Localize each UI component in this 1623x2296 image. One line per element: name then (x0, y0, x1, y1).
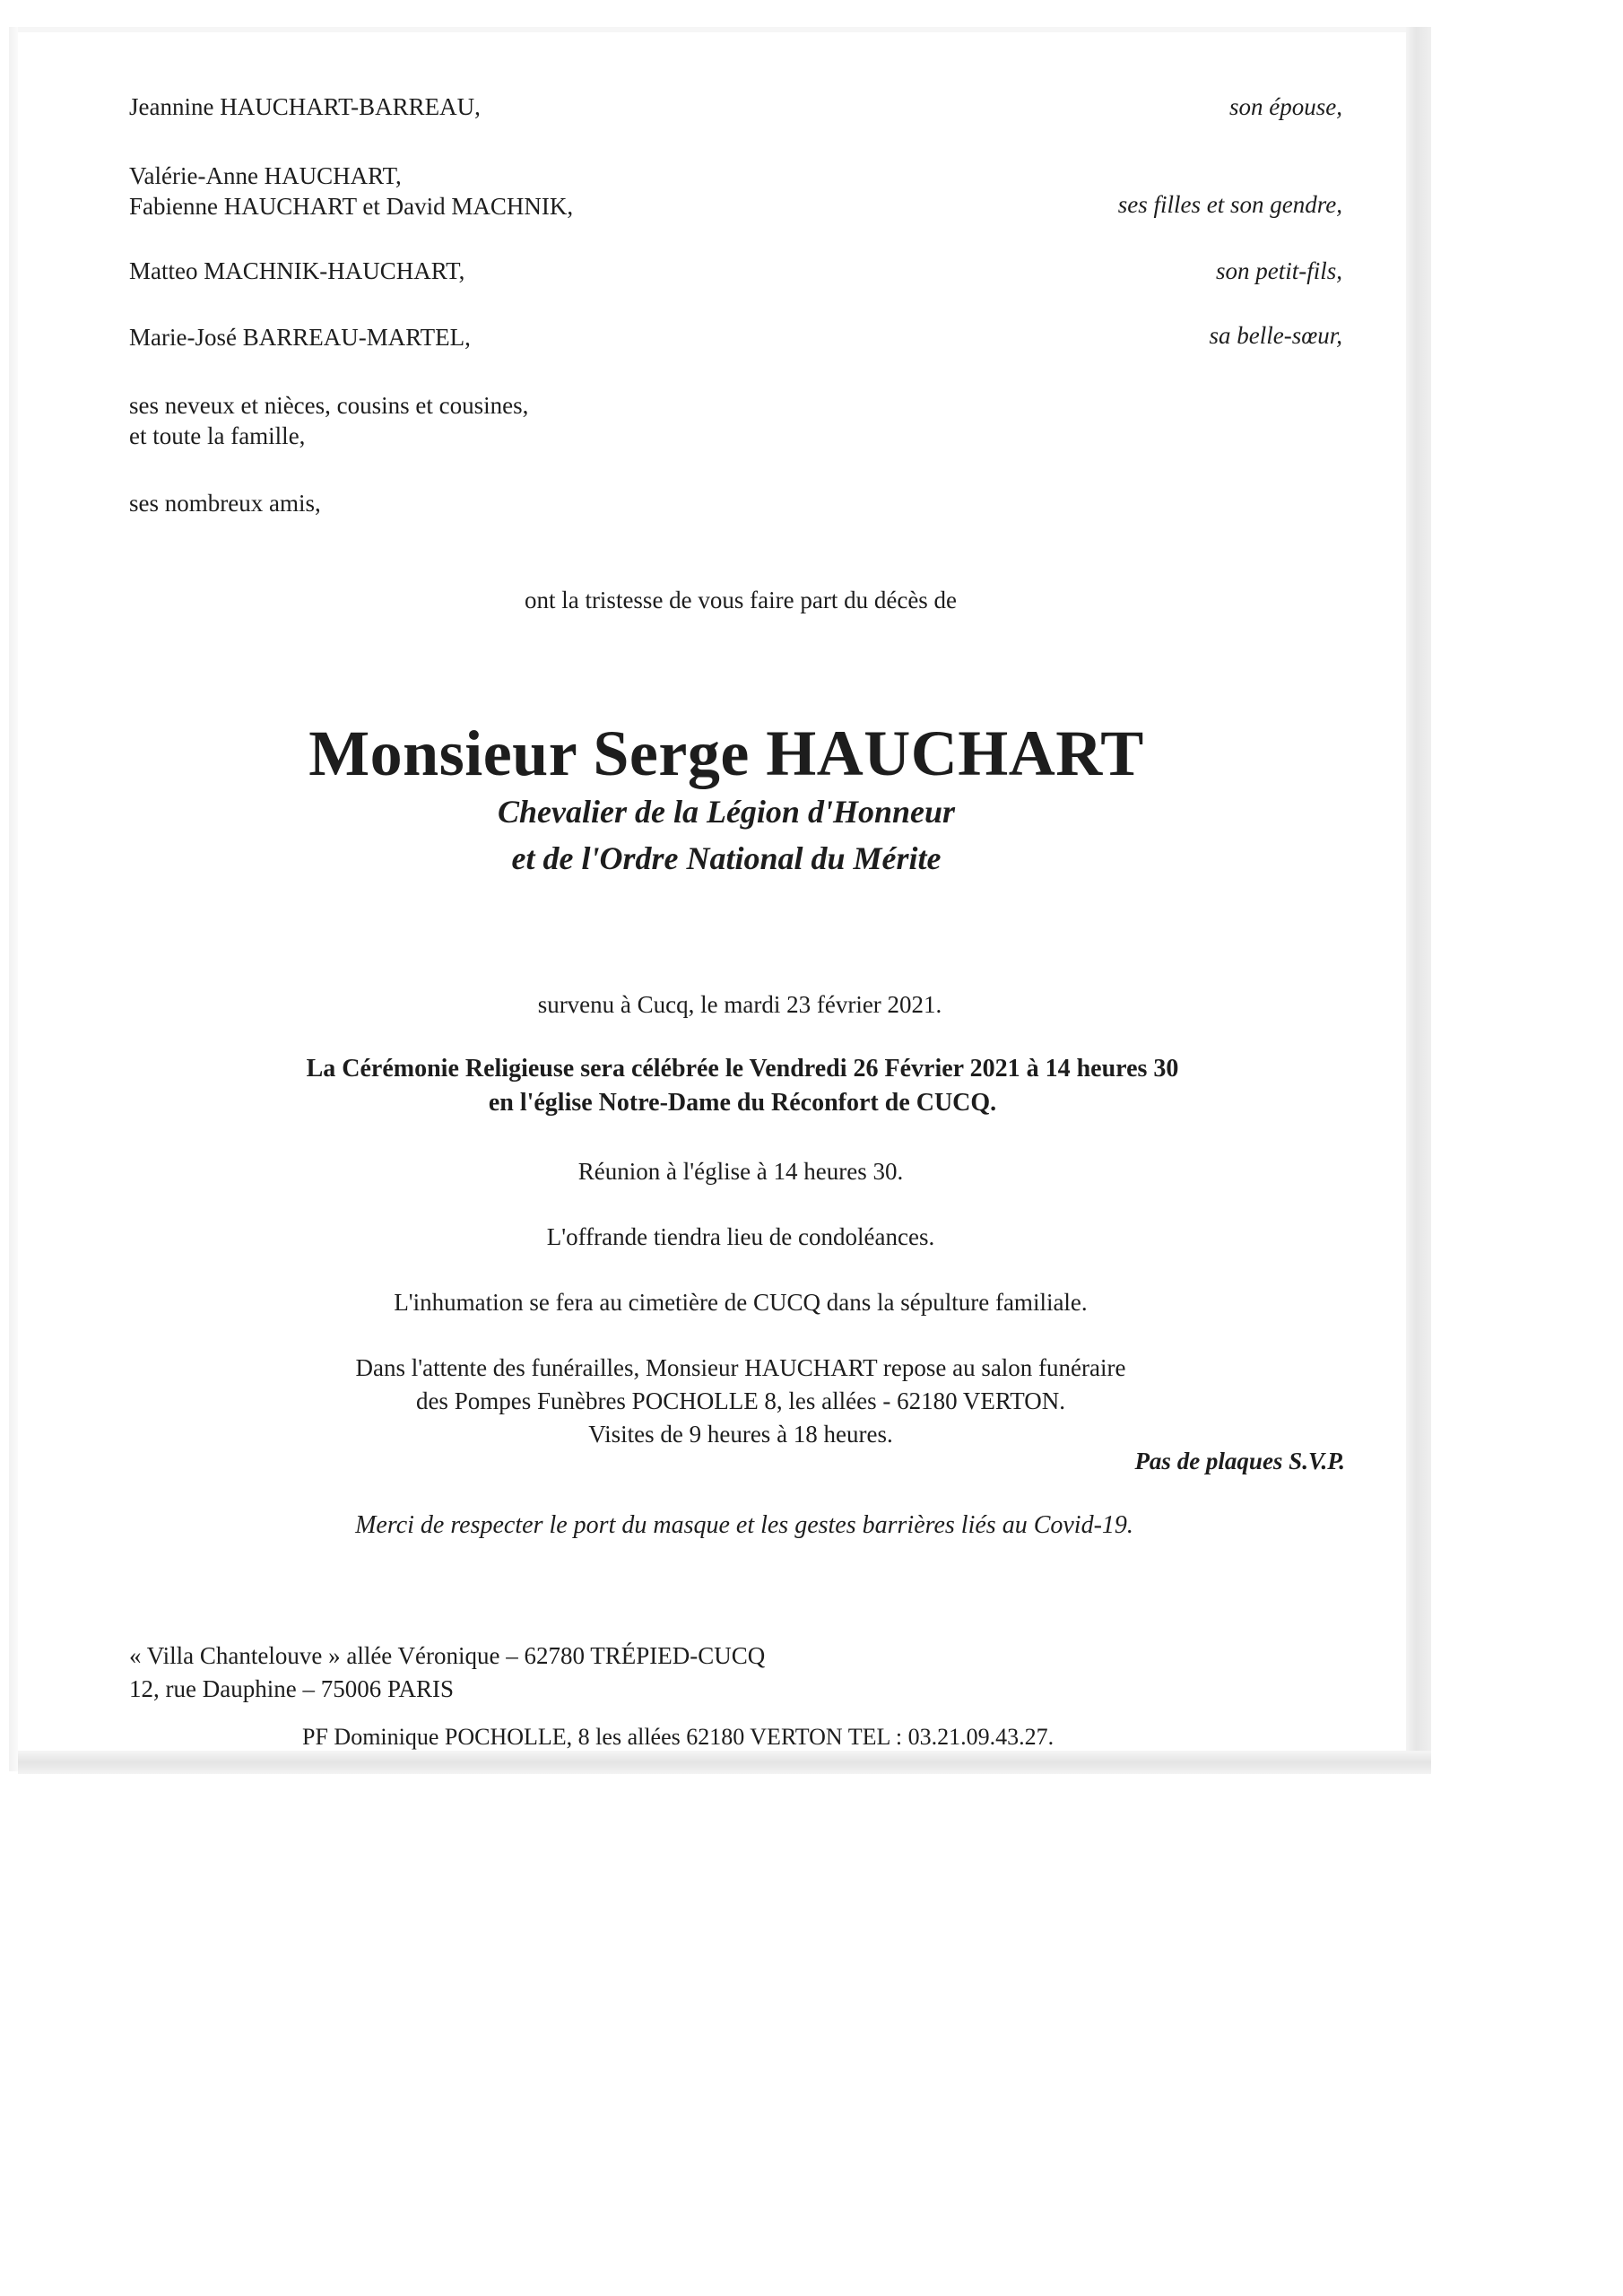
family-relation: ses filles et son gendre, (1117, 191, 1342, 218)
family-relation: sa belle-sœur, (1209, 322, 1342, 349)
funeral-home-contact: PF Dominique POCHOLLE, 8 les allées 62180 VERTON TEL : 03.21.09.43.27. (302, 1724, 1055, 1750)
family-relation: son épouse, (1229, 93, 1342, 120)
offering-line: L'offrande tiendra lieu de condoléances. (546, 1223, 935, 1250)
relatives-line: et toute la famille, (129, 422, 306, 449)
address-line: 12, rue Dauphine – 75006 PARIS (129, 1675, 454, 1702)
meeting-line: Réunion à l'église à 14 heures 30. (577, 1158, 904, 1185)
family-member-name: Matteo MACHNIK-HAUCHART, (129, 257, 465, 284)
covid-notice: Merci de respecter le port du masque et les gestes barrières liés au Covid-19. (355, 1511, 1133, 1539)
burial-line: L'inhumation se fera au cimetière de CUCQ dans la sépulture familiale. (394, 1289, 1088, 1316)
distinction-line: Chevalier de la Légion d'Honneur (497, 794, 955, 830)
family-member-name: Marie-José BARREAU-MARTEL, (129, 324, 471, 351)
scan-shadow-top (18, 27, 1406, 32)
ceremony-line: en l'église Notre-Dame du Réconfort de CUCQ. (488, 1089, 997, 1117)
visitation-line: des Pompes Funèbres POCHOLLE 8, les allées - 62180 VERTON. (415, 1387, 1066, 1414)
address-line: « Villa Chantelouve » allée Véronique – 62780 TRÉPIED-CUCQ (129, 1642, 766, 1669)
visitation-line: Visites de 9 heures à 18 heures. (588, 1421, 893, 1448)
death-notice: survenu à Cucq, le mardi 23 février 2021. (537, 991, 942, 1018)
deceased-name: Monsieur Serge HAUCHART (308, 718, 1144, 789)
announcement-intro: ont la tristesse de vous faire part du décès de (524, 587, 958, 613)
friends-line: ses nombreux amis, (129, 490, 321, 517)
ceremony-line: La Cérémonie Religieuse sera célébrée le Vendredi 26 Février 2021 à 14 heures 30 (306, 1055, 1179, 1083)
family-member-name: Valérie-Anne HAUCHART, (129, 162, 402, 189)
distinction-line: et de l'Ordre National du Mérite (511, 840, 942, 876)
family-member-name: Fabienne HAUCHART et David MACHNIK, (129, 193, 574, 220)
no-plaques-note: Pas de plaques S.V.P. (1134, 1448, 1345, 1474)
family-relation: son petit-fils, (1216, 257, 1342, 284)
family-member-name: Jeannine HAUCHART-BARREAU, (129, 93, 481, 120)
relatives-line: ses neveux et nièces, cousins et cousines, (129, 392, 529, 419)
visitation-line: Dans l'attente des funérailles, Monsieur HAUCHART repose au salon funéraire (355, 1354, 1126, 1381)
